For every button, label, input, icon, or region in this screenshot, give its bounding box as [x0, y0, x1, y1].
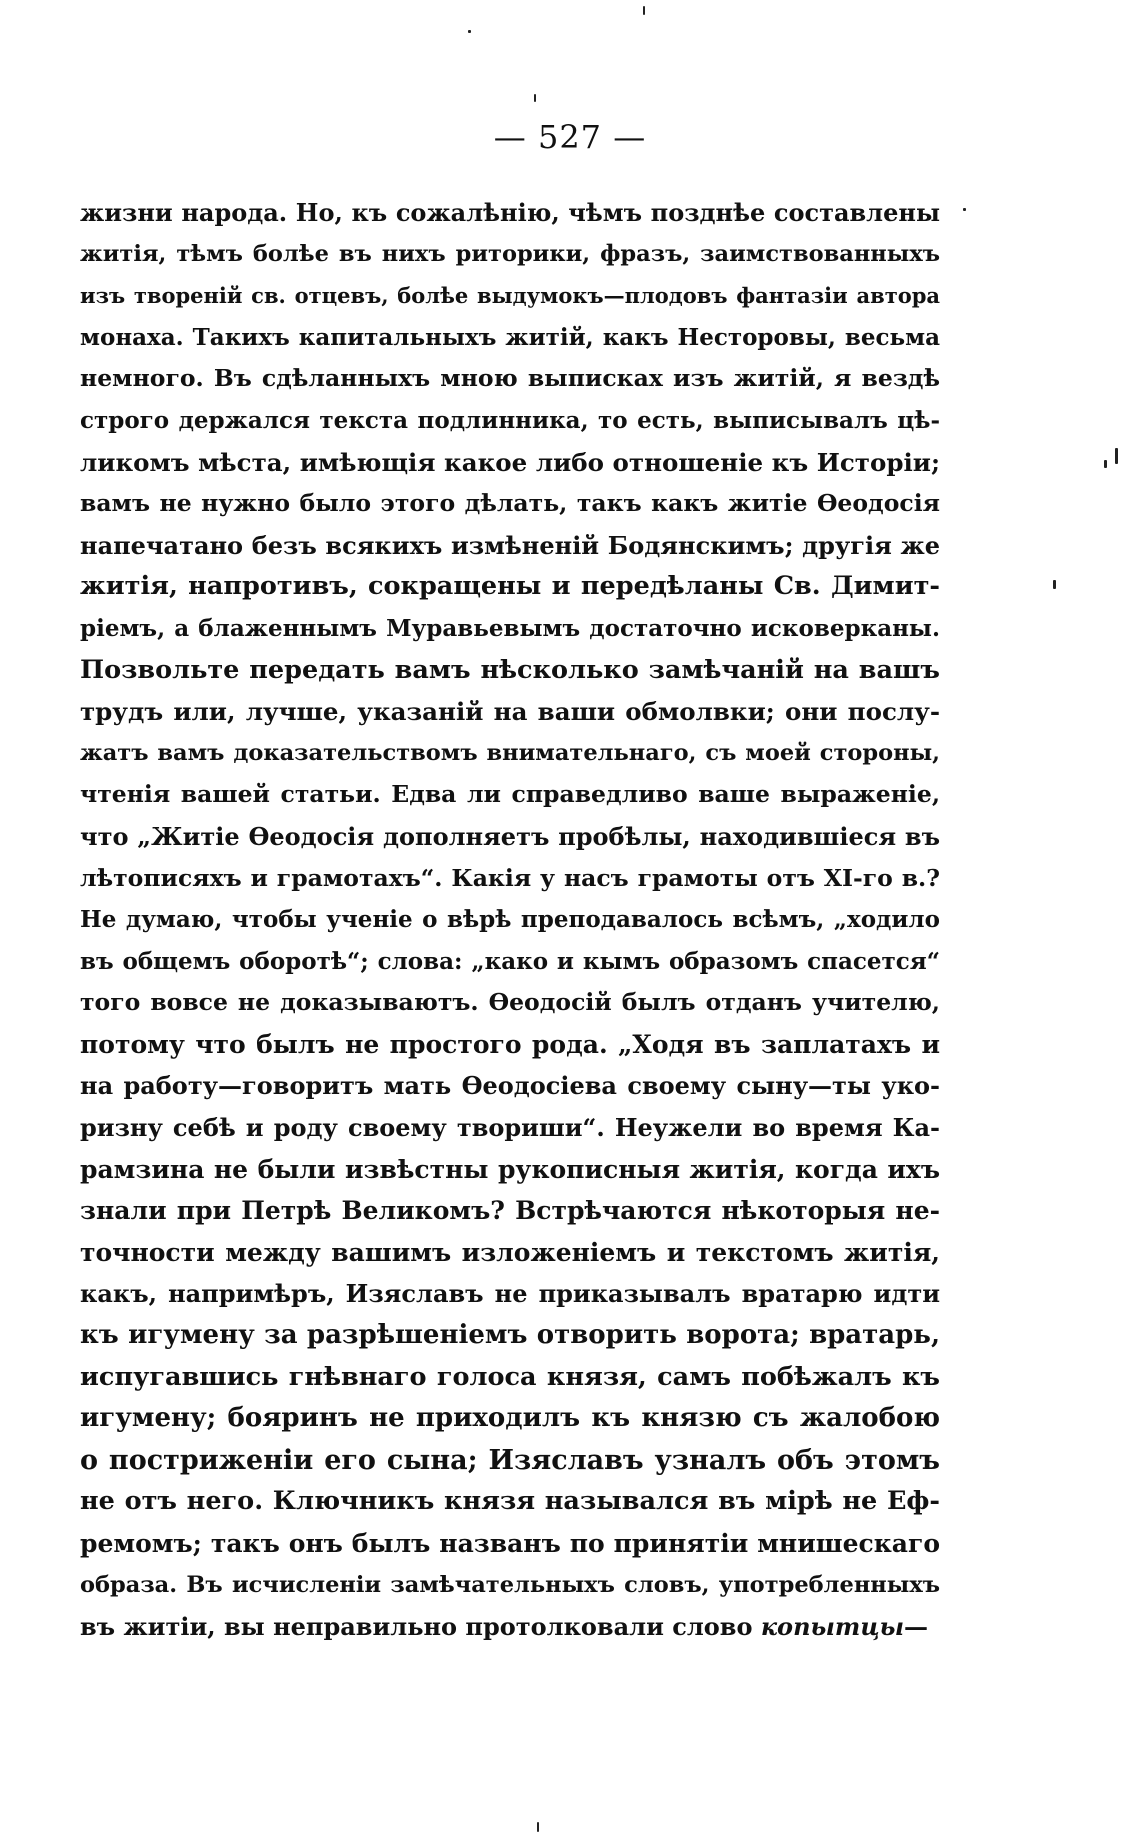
text-line: что „Житіе Ѳеодосія дополняетъ пробѣлы, находившіеся въ	[80, 821, 940, 851]
text-line: изъ твореній св. отцевъ, болѣе выдумокъ—плодовъ фантазіи автора	[80, 283, 940, 309]
text-line: потому что былъ не простого рода. „Ходя въ заплатахъ и	[80, 1029, 940, 1059]
scan-speck	[534, 94, 536, 102]
italic-word: копытцы	[760, 1612, 905, 1642]
text-line: испугавшись гнѣвнаго голоса князя, самъ побѣжалъ къ	[80, 1361, 940, 1392]
text-line: трудъ или, лучше, указаній на ваши обмолвки; они послу-	[80, 697, 940, 727]
text-line: немного. Въ сдѣланныхъ мною выписках изъ житій, я вездѣ	[80, 364, 940, 393]
text-line: ликомъ мѣста, имѣющія какое либо отношеніе къ Исторіи;	[80, 447, 940, 477]
text-line: строго держался текста подлинника, то есть, выписывалъ цѣ-	[80, 406, 940, 434]
text-line: точности между вашимъ изложеніемъ и текстомъ житія,	[80, 1237, 940, 1267]
text-line: Позвольте передать вамъ нѣсколько замѣчаній на вашъ	[80, 654, 940, 685]
scan-speck	[643, 6, 645, 15]
scan-speck	[1104, 460, 1107, 468]
page-number: — 527 —	[493, 118, 647, 156]
text-line: монаха. Такихъ капитальныхъ житій, какъ Несторовы, весьма	[80, 323, 940, 351]
text-line: напечатано безъ всякихъ измѣненій Бодянскимъ; другія же	[80, 530, 940, 560]
scan-speck	[1115, 448, 1118, 464]
text-line: образа. Въ исчисленіи замѣчательныхъ словъ, употребленныхъ	[80, 1571, 940, 1598]
text-line: лѣтописяхъ и грамотахъ“. Какія у насъ грамоты отъ XI-го в.?	[80, 863, 940, 892]
text-line: чтенія вашей статьи. Едва ли справедливо ваше выраженіе,	[80, 780, 940, 809]
text-line: жатъ вамъ доказательствомъ внимательнаго, съ моей стороны,	[80, 739, 940, 766]
text-line: вамъ не нужно было этого дѣлать, такъ какъ житіе Ѳеодосія	[80, 489, 940, 518]
scan-speck	[1053, 580, 1056, 589]
text-line: знали при Петрѣ Великомъ? Встрѣчаются нѣкоторыя не-	[80, 1196, 940, 1226]
scan-speck	[468, 30, 471, 33]
text-line: какъ, напримѣръ, Изяславъ не приказывалъ вратарю идти	[80, 1279, 940, 1309]
final-line-dash: —	[904, 1612, 929, 1642]
text-line-final	[80, 1606, 940, 1648]
text-line: жизни народа. Но, къ сожалѣнію, чѣмъ позднѣе составлены	[80, 198, 940, 227]
body-text	[80, 192, 940, 1648]
text-line: житія, тѣмъ болѣе въ нихъ риторики, фразъ, заимствованныхъ	[80, 240, 940, 267]
text-line: рамзина не были извѣстны рукописныя житія, когда ихъ	[80, 1154, 940, 1184]
scan-speck	[963, 208, 966, 211]
text-line: того вовсе не доказываютъ. Ѳеодосій былъ отданъ учителю,	[80, 988, 940, 1017]
text-line: игумену; бояринъ не приходилъ къ князю съ жалобою	[80, 1403, 940, 1434]
text-line: ремомъ; такъ онъ былъ названъ по принятіи мнишескаго	[80, 1529, 940, 1558]
text-line: о постриженіи его сына; Изяславъ узналъ объ этомъ	[80, 1444, 940, 1476]
text-line: ризну себѣ и роду своему твориши“. Неужели во время Ка-	[80, 1113, 940, 1143]
final-line-text: въ житіи, вы неправильно протолковали слово	[80, 1612, 761, 1642]
text-line: въ общемъ оборотѣ“; слова: „како и кымъ образомъ спасется“	[80, 947, 940, 975]
text-line: къ игумену за разрѣшеніемъ отворить ворота; вратарь,	[80, 1320, 940, 1351]
text-line: Не думаю, чтобы ученіе о вѣрѣ преподавалось всѣмъ, „ходило	[80, 906, 940, 934]
text-line: житія, напротивъ, сокращены и передѣланы Св. Димит-	[80, 571, 940, 602]
text-line: не отъ него. Ключникъ князя назывался въ мірѣ не Еф-	[80, 1486, 940, 1517]
scan-speck	[537, 1822, 539, 1832]
text-line: ріемъ, а блаженнымъ Муравьевымъ достаточно исковерканы.	[80, 614, 940, 642]
text-line: на работу—говоритъ мать Ѳеодосіева своему сыну—ты уко-	[80, 1071, 940, 1101]
